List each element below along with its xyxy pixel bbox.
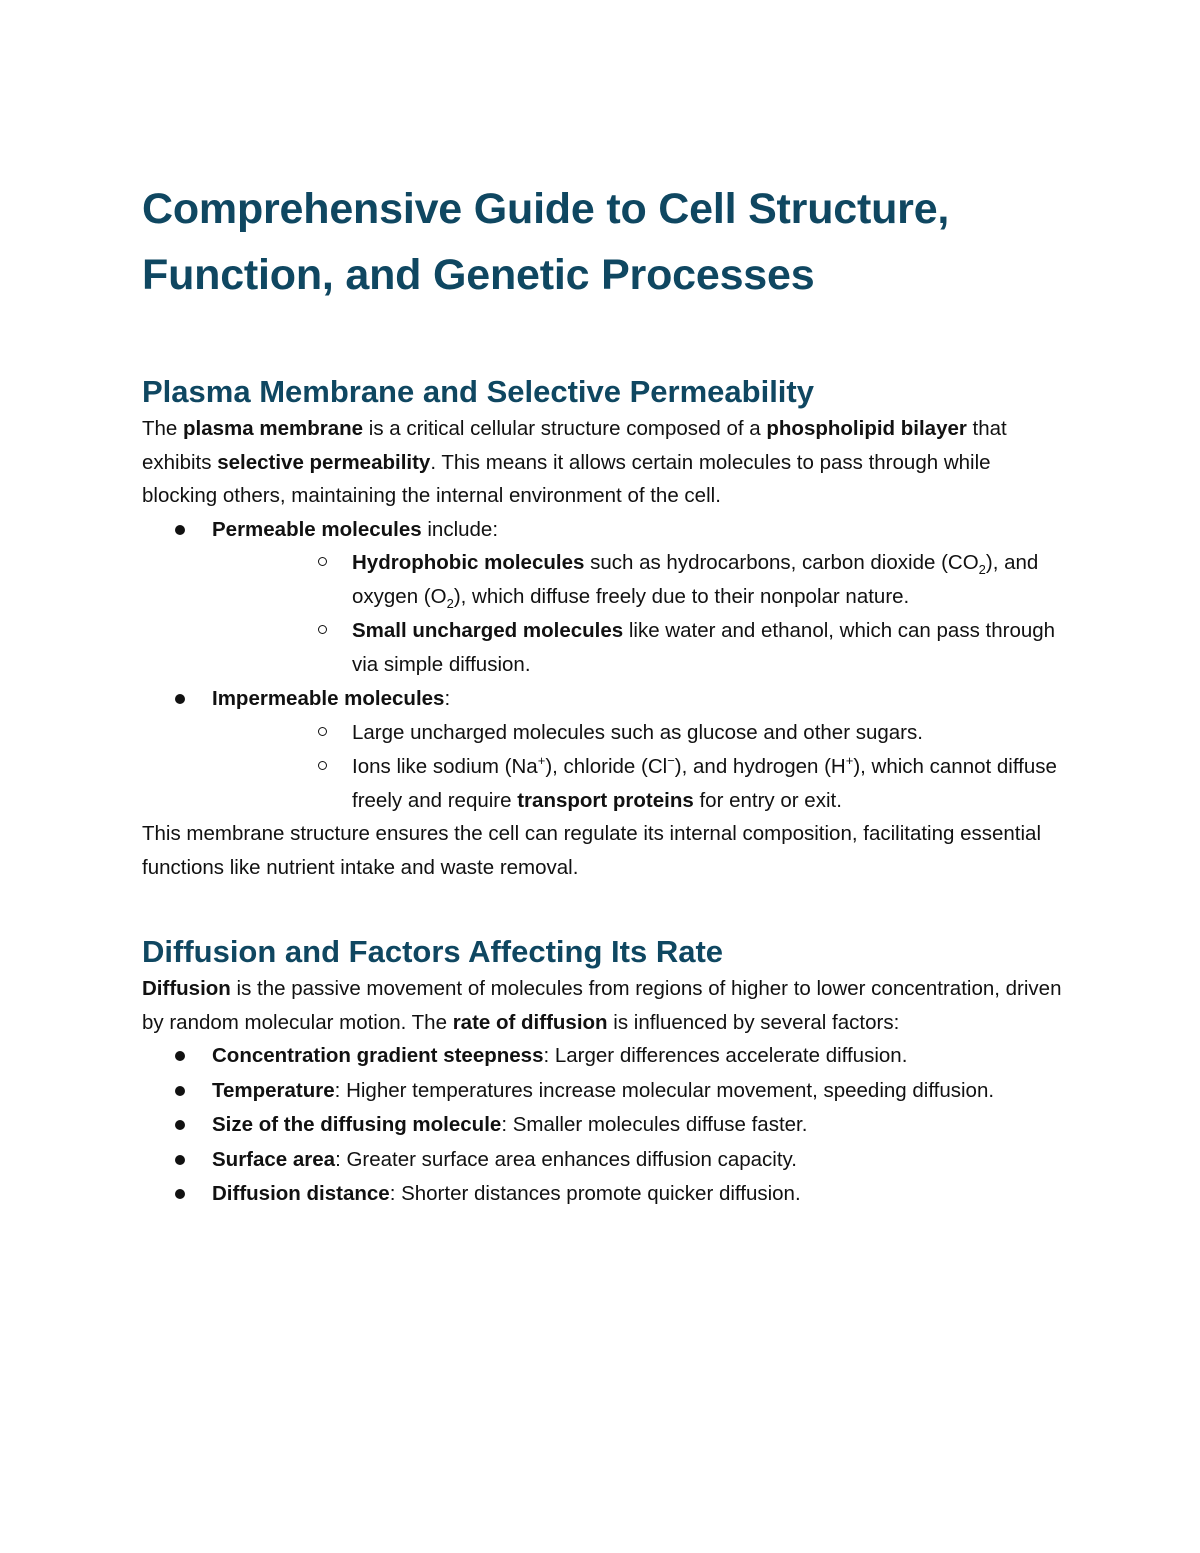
sub-bullet-icon [318, 557, 327, 566]
list-item-temperature: Temperature: Higher temperatures increase molecular movement, speeding diffusion. [142, 1074, 1062, 1108]
sub-bullet-icon [318, 761, 327, 770]
bullet-icon [175, 1051, 185, 1061]
list-item-diffusion-distance: Diffusion distance: Shorter distances promote quicker diffusion. [142, 1177, 1062, 1211]
sublist-item-large-uncharged: Large uncharged molecules such as glucose and other sugars. [212, 716, 1062, 750]
document-title [142, 176, 1062, 308]
term-rate-of-diffusion: rate of diffusion [452, 1010, 608, 1034]
diffusion-intro: Diffusion is the passive movement of molecules from regions of higher to lower concentration, driven by random molecular motion. The rate of diffusion is influenced by several factors: [142, 977, 1062, 1034]
term-selective-permeability: selective permeability [217, 450, 431, 474]
permeable-sublist [212, 546, 1062, 681]
list-item-concentration-gradient: Concentration gradient steepness: Larger differences accelerate diffusion. [142, 1039, 1062, 1073]
diffusion-factors-list [142, 1039, 1062, 1211]
sublist-item-hydrophobic: Hydrophobic molecules such as hydrocarbons, carbon dioxide $(CO_2)$, and oxygen $(O_2)$, which diffuse freely due to their nonpolar nature. [212, 546, 1062, 613]
sub-bullet-icon [318, 727, 327, 736]
title-line-2: Function, and Genetic Processes [142, 251, 815, 299]
bullet-icon [175, 1189, 185, 1199]
sub-bullet-icon [318, 625, 327, 634]
list-item-impermeable: Impermeable molecules: Large uncharged molecules such as glucose and other sugars. Ions like sodium (Na+), chloride (Cl−), and hydrogen (H+), which cannot diffuse freely and require transport proteins for entry or exit. [142, 682, 1062, 817]
impermeable-sublist [212, 716, 1062, 818]
bullet-icon [175, 694, 185, 704]
list-item-molecule-size: Size of the diffusing molecule: Smaller molecules diffuse faster. [142, 1108, 1062, 1142]
term-phospholipid-bilayer: phospholipid bilayer [766, 417, 967, 440]
bullet-icon [175, 1155, 185, 1165]
sublist-item-ions: Ions like sodium (Na+), chloride (Cl−), and hydrogen (H+), which cannot diffuse freely and require transport proteins for entry or exit. [212, 750, 1062, 817]
permeability-list [142, 513, 1062, 818]
title-line-1: Comprehensive Guide to Cell Structure, [142, 185, 950, 233]
section-heading-plasma-membrane: Plasma Membrane and Selective Permeability [142, 374, 814, 409]
plasma-membrane-intro: The plasma membrane is a critical cellular structure composed of a phospholipid bilayer that exhibits selective permeability. This means it allows certain molecules to pass through while blocking others, maintaining the internal environment of the cell. [142, 417, 1007, 507]
bullet-icon [175, 525, 185, 535]
term-plasma-membrane: plasma membrane [183, 417, 364, 440]
bullet-icon [175, 1086, 185, 1096]
term-transport-proteins: transport proteins [517, 788, 694, 812]
bullet-icon [175, 1120, 185, 1130]
plasma-membrane-closing: This membrane structure ensures the cell can regulate its internal composition, facilitating essential functions like nutrient intake and waste removal. [142, 822, 1042, 879]
document-content [142, 176, 1062, 1211]
section-heading-diffusion: Diffusion and Factors Affecting Its Rate [142, 934, 724, 969]
term-diffusion: Diffusion [142, 977, 231, 1000]
list-item-surface-area: Surface area: Greater surface area enhances diffusion capacity. [142, 1143, 1062, 1177]
sublist-item-small-uncharged: Small uncharged molecules like water and ethanol, which can pass through via simple diffusion. [212, 614, 1062, 681]
list-item-permeable: Permeable molecules include: Hydrophobic molecules such as hydrocarbons, carbon dioxide $(CO_2)$, and oxygen $(O_2)$, which diffuse freely due to their nonpolar nature. Small uncharged molecules like water and ethanol, which can pass through via simple diffusion. [142, 513, 1062, 682]
